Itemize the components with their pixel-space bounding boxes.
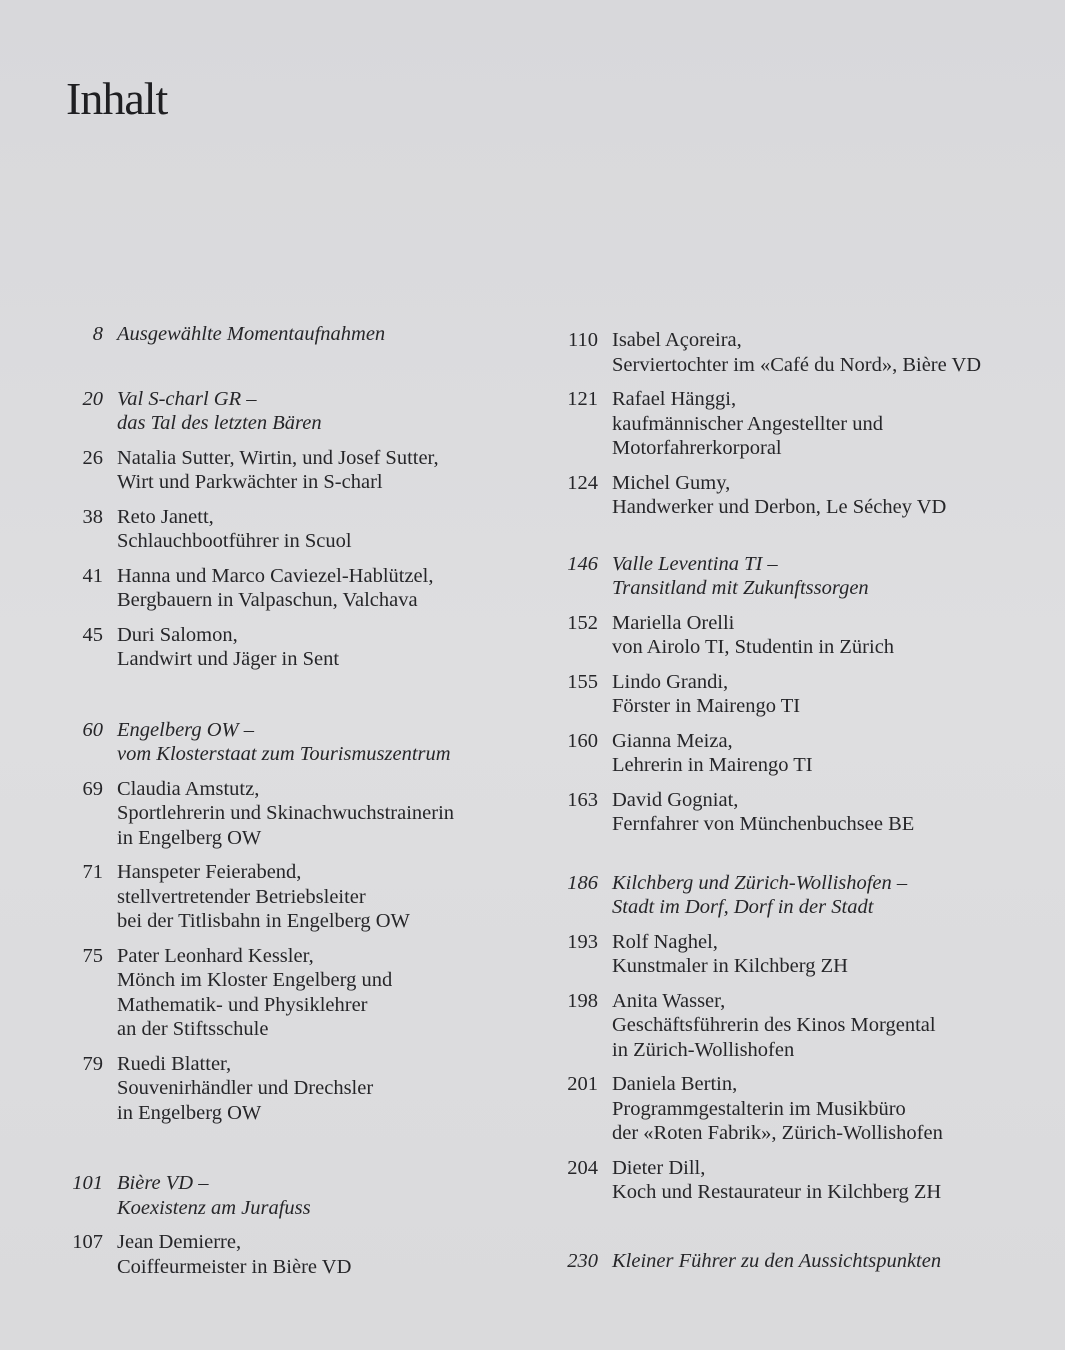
toc-entry-line: Transitland mit Zukunftssorgen [612, 577, 869, 599]
toc-entry [556, 788, 1046, 837]
toc-entry-text [612, 1249, 941, 1274]
toc-entry-line: Ausgewählte Momentaufnahmen [117, 323, 386, 345]
toc-page-number: 41 [82, 564, 103, 587]
toc-entry [556, 1156, 1046, 1205]
toc-entry-line: Ruedi Blatter, [117, 1052, 232, 1075]
toc-entry-line: Serviertochter im «Café du Nord», Bière VD [612, 353, 982, 376]
toc-entry-text [612, 871, 907, 920]
toc-entry-text [612, 1156, 941, 1205]
toc-entry-line: Val S-charl GR – [117, 387, 257, 410]
toc-left-column [60, 322, 530, 1279]
toc-entry-line: Anita Wasser, [612, 989, 726, 1012]
toc-entry-line: der «Roten Fabrik», Zürich-Wollishofen [612, 1122, 943, 1144]
toc-entry-line: bei der Titlisbahn in Engelberg OW [117, 910, 410, 932]
toc-entry-line: kaufmännischer Angestellter und [612, 412, 883, 435]
toc-entry [556, 1072, 1046, 1146]
toc-entry [556, 611, 1046, 660]
toc-entry-line: Sportlehrerin und Skinachwuchstrainerin [117, 802, 455, 824]
toc-entry-line: Kilchberg und Zürich-Wollishofen – [612, 871, 908, 894]
toc-page-number: 198 [567, 989, 598, 1012]
page-title: Inhalt [66, 73, 168, 124]
toc-entry-text [117, 387, 322, 436]
toc-entry-line: in Engelberg OW [117, 1101, 262, 1124]
toc-entry [556, 989, 1046, 1063]
toc-entry-line: Isabel Açoreira, [612, 329, 742, 351]
toc-page-number: 160 [567, 729, 598, 752]
toc-entry-text [117, 718, 451, 767]
toc-entry-line: Kunstmaler in Kilchberg ZH [612, 955, 848, 977]
toc-entry [556, 387, 1046, 461]
toc-page-number: 71 [82, 861, 103, 883]
toc-page-number: 201 [567, 1073, 598, 1095]
toc-entry-line: Wirt und Parkwächter in S-charl [117, 471, 383, 493]
toc-page-number: 193 [567, 930, 598, 953]
toc-section-entry [60, 387, 530, 436]
toc-page-number: 60 [82, 718, 103, 741]
toc-entry-line: Pater Leonhard Kessler, [117, 944, 314, 967]
toc-entry-line: Lehrerin in Mairengo TI [612, 754, 813, 776]
toc-entry-text [117, 505, 352, 554]
toc-page-number: 38 [82, 505, 103, 528]
toc-entry-line: Dieter Dill, [612, 1156, 706, 1179]
toc-section-entry [556, 1249, 1046, 1274]
toc-entry-text [117, 446, 439, 495]
toc-page-number: 8 [92, 323, 103, 345]
toc-entry [60, 446, 530, 495]
toc-entry-text [612, 328, 981, 377]
toc-entry-line: Claudia Amstutz, [117, 777, 260, 800]
toc-entry-line: Bergbauern in Valpaschun, Valchava [117, 589, 418, 611]
toc-section-entry [556, 552, 1046, 601]
toc-entry-line: Rafael Hänggi, [612, 388, 737, 410]
toc-page-number: 107 [72, 1231, 103, 1253]
toc-entry-text [612, 552, 869, 601]
toc-entry-line: Michel Gumy, [612, 471, 731, 494]
toc-page-number: 124 [567, 471, 598, 494]
toc-page-number: 20 [82, 387, 103, 410]
toc-entry-line: David Gogniat, [612, 788, 739, 811]
toc-entry-text [612, 471, 946, 520]
toc-entry-line: in Engelberg OW [117, 826, 262, 849]
toc-entry-text [117, 322, 385, 347]
toc-page-number: 204 [567, 1156, 598, 1179]
show-through-text [1024, 78, 1035, 129]
toc-entry-text [612, 611, 894, 660]
toc-entry-line: Duri Salomon, [117, 623, 238, 646]
toc-entry-text [117, 564, 433, 613]
toc-entry-line: Landwirt und Jäger in Sent [117, 648, 340, 670]
toc-entry-line: Hanna und Marco Caviezel-Hablützel, [117, 564, 434, 587]
toc-entry-text [612, 930, 848, 979]
toc-entry-line: Natalia Sutter, Wirtin, und Josef Sutter, [117, 446, 439, 469]
toc-page-number: 121 [567, 388, 598, 410]
toc-entry-line: Hanspeter Feierabend, [117, 861, 302, 883]
toc-page-number: 186 [567, 871, 598, 894]
toc-entry [60, 1052, 530, 1126]
toc-page-number: 26 [82, 446, 103, 469]
toc-section-entry [60, 322, 530, 347]
toc-entry-text [612, 788, 914, 837]
toc-page-number: 101 [72, 1172, 103, 1194]
toc-page-number: 75 [82, 944, 103, 967]
toc-entry-line: Fernfahrer von Münchenbuchsee BE [612, 813, 915, 835]
toc-entry-text [117, 777, 454, 851]
toc-entry-line: Lindo Grandi, [612, 670, 729, 693]
toc-entry [60, 860, 530, 934]
toc-entry [556, 471, 1046, 520]
toc-entry-line: Motorfahrerkorporal [612, 437, 782, 459]
toc-entry-line: Rolf Naghel, [612, 930, 718, 953]
toc-section-entry [60, 1171, 530, 1220]
toc-entry [60, 505, 530, 554]
toc-page-number: 110 [568, 329, 598, 351]
toc-section-entry [60, 718, 530, 767]
toc-entry-line: Mönch im Kloster Engelberg und [117, 969, 393, 991]
toc-entry-line: vom Klosterstaat zum Tourismuszentrum [117, 743, 451, 765]
toc-entry-line: das Tal des letzten Bären [117, 412, 322, 434]
toc-page-number: 69 [82, 777, 103, 800]
toc-page-number: 79 [82, 1052, 103, 1075]
toc-page-number: 45 [82, 623, 103, 646]
toc-entry [60, 623, 530, 672]
toc-entry [60, 564, 530, 613]
toc-entry-line: von Airolo TI, Studentin in Zürich [612, 636, 895, 658]
toc-entry-line: Schlauchbootführer in Scuol [117, 530, 352, 552]
toc-entry-line: stellvertretender Betriebsleiter [117, 885, 366, 908]
toc-entry-text [612, 989, 936, 1063]
toc-entry-text [117, 1230, 351, 1279]
toc-entry [556, 670, 1046, 719]
toc-entry-line: Mathematik- und Physiklehrer [117, 993, 368, 1016]
toc-page-number: 152 [567, 611, 598, 634]
toc-entry-line: Handwerker und Derbon, Le Séchey VD [612, 496, 947, 518]
toc-entry-line: Bière VD – [117, 1172, 209, 1194]
toc-entry [556, 930, 1046, 979]
toc-entry-line: Reto Janett, [117, 505, 214, 528]
toc-entry-line: Förster in Mairengo TI [612, 695, 801, 717]
toc-entry-line: Gianna Meiza, [612, 729, 733, 752]
toc-entry-line: Engelberg OW – [117, 718, 255, 741]
toc-entry-text [612, 670, 800, 719]
toc-entry-text [612, 729, 813, 778]
toc-page-number: 163 [567, 788, 598, 811]
toc-entry-line: Daniela Bertin, [612, 1073, 738, 1095]
toc-entry-text [117, 1171, 311, 1220]
toc-entry-line: in Zürich-Wollishofen [612, 1038, 795, 1061]
toc-entry-line: Valle Leventina TI – [612, 552, 778, 575]
toc-entry [60, 944, 530, 1042]
toc-entry-line: Stadt im Dorf, Dorf in der Stadt [612, 896, 874, 918]
toc-entry-line: Souvenirhändler und Drechsler [117, 1077, 374, 1099]
toc-entry-text [117, 860, 410, 934]
toc-right-column [556, 322, 1046, 1273]
toc-entry-line: Coiffeurmeister in Bière VD [117, 1255, 352, 1278]
toc-entry [556, 328, 1046, 377]
toc-page-number: 230 [567, 1249, 598, 1272]
toc-entry-line: an der Stiftsschule [117, 1018, 269, 1040]
toc-entry-line: Geschäftsführerin des Kinos Morgental [612, 1014, 936, 1036]
toc-entry-line: Programmgestalterin im Musikbüro [612, 1097, 906, 1120]
toc-entry [556, 729, 1046, 778]
toc-entry-text [117, 1052, 373, 1126]
toc-entry-text [117, 623, 339, 672]
toc-entry-line: Koch und Restaurateur in Kilchberg ZH [612, 1181, 942, 1203]
toc-entry-line: Jean Demierre, [117, 1231, 242, 1253]
toc-section-entry [556, 871, 1046, 920]
toc-entry-line: Mariella Orelli [612, 611, 735, 634]
toc-entry [60, 777, 530, 851]
toc-entry [60, 1230, 530, 1279]
toc-page-number: 146 [567, 552, 598, 575]
toc-entry-line: Koexistenz am Jurafuss [117, 1196, 311, 1219]
toc-entry-text [117, 944, 392, 1042]
toc-entry-text [612, 1072, 943, 1146]
toc-entry-text [612, 387, 883, 461]
toc-entry-line: Kleiner Führer zu den Aussichtspunkten [612, 1249, 942, 1272]
toc-page-number: 155 [567, 670, 598, 693]
